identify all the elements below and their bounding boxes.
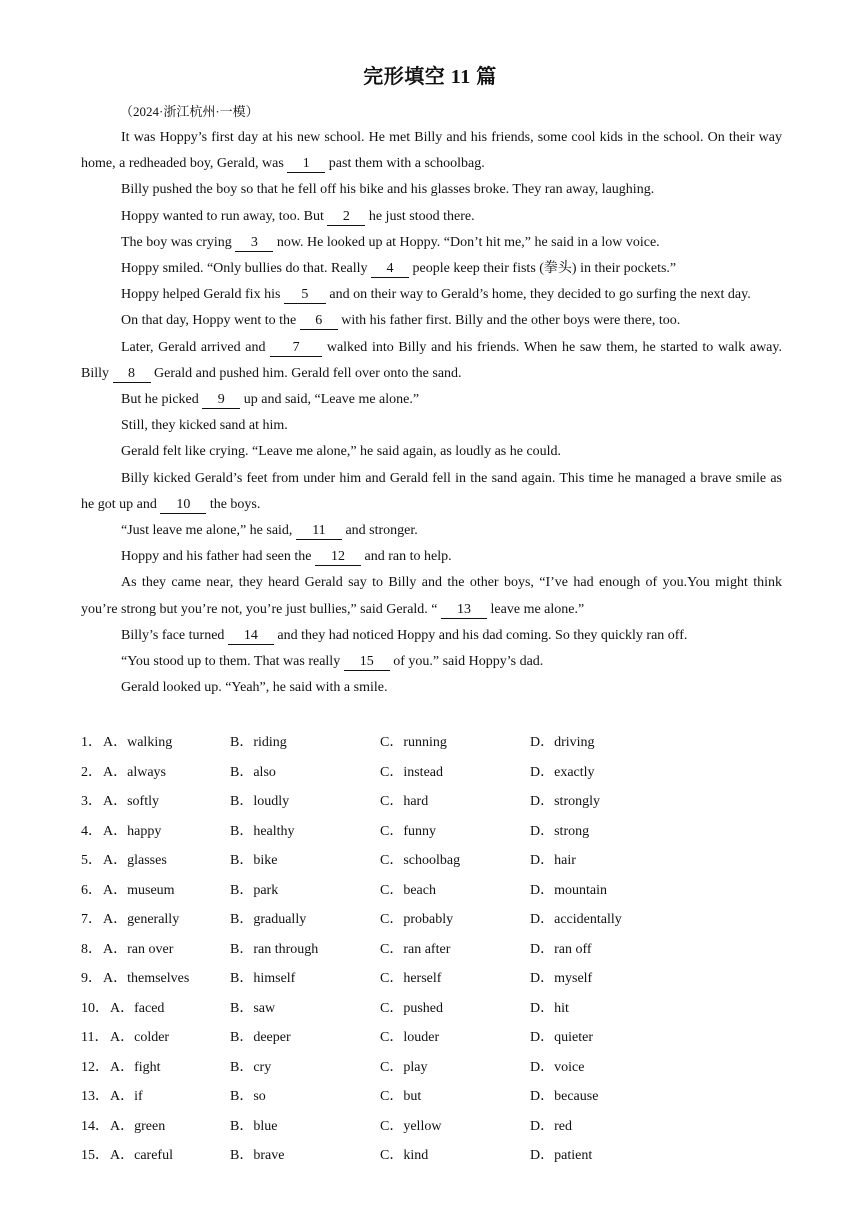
option-d: D．mountain	[530, 882, 607, 898]
question-row: 1． A．walking B．riding C．running D．driving	[81, 731, 782, 761]
question-row: 7． A．generally B．gradually C．probably D．accidentally	[81, 908, 782, 938]
option-b: B．bike	[230, 853, 278, 868]
option-c: C．louder	[380, 1030, 440, 1045]
blank: 15	[344, 654, 390, 671]
option-b: B．ran through	[230, 941, 319, 957]
paragraph: Billy’s face turned 14 and they had noticed Hoppy and his dad coming. So they quickly ran off.	[121, 627, 688, 643]
paragraph: Hoppy helped Gerald fix his 5 and on their way to Gerald’s home, they decided to go surfing the next day.	[121, 287, 751, 303]
option-c: C．running	[380, 735, 447, 750]
page-title: 完形填空 11 篇	[363, 66, 497, 88]
option-b: B．loudly	[230, 794, 290, 809]
question-row: 9． A．themselves B．himself C．herself D．myself	[81, 967, 782, 997]
option-c: C．schoolbag	[380, 853, 461, 868]
paragraph: Still, they kicked sand at him.	[121, 418, 288, 434]
blank: 10	[160, 497, 206, 514]
option-b: B．so	[230, 1089, 266, 1104]
blank: 12	[315, 549, 361, 566]
blank: 1	[287, 156, 325, 173]
question-row: 4． A．happy B．healthy C．funny D．strong	[81, 820, 782, 850]
option-b: B．also	[230, 764, 276, 780]
blank: 6	[300, 313, 338, 330]
paragraph: “You stood up to them. That was really 15 of you.” said Hoppy’s dad.	[121, 654, 544, 670]
option-d: D．hit	[530, 1000, 569, 1016]
question-row: 2． A．always B．also C．instead D．exactly	[81, 761, 782, 791]
option-c: C．yellow	[380, 1118, 442, 1134]
option-a: A．glasses	[103, 853, 167, 868]
paragraph: “Just leave me alone,” he said, 11 and stronger.	[121, 523, 418, 539]
blank: 7	[270, 340, 322, 357]
blank: 2	[327, 209, 365, 226]
question-row: 13． A．if B．so C．but D．because	[81, 1085, 782, 1115]
option-d: D．red	[530, 1118, 572, 1134]
paragraph: It was Hoppy’s first day at his new school. He met Billy and his friends, some cool kids in the school. On their way home, a redheaded boy, Gerald, was 1 past them with a schoolbag.	[81, 130, 782, 172]
paragraph: Billy kicked Gerald’s feet from under him and Gerald fell in the sand again. This time he managed a brave smile as he got up and 10 the boys.	[81, 470, 782, 512]
paragraph: Gerald felt like crying. “Leave me alone,” he said again, as loudly as he could.	[121, 444, 562, 460]
option-c: C．play	[380, 1059, 428, 1075]
paragraph: Hoppy wanted to run away, too. But 2 he just stood there.	[121, 208, 475, 224]
paragraph: As they came near, they heard Gerald say to Billy and the other boys, “I’ve had enough of you.You might think you’re strong but you’re not, you’re just bullies,” said Gerald. “ 13 leave me alone.”	[81, 575, 782, 617]
question-row: 8． A．ran over B．ran through C．ran after D．ran off	[81, 938, 782, 968]
blank: 13	[441, 602, 487, 619]
option-a: A．if	[110, 1089, 143, 1104]
option-a: A．themselves	[103, 971, 190, 986]
question-row: 11． A．colder B．deeper C．louder D．quieter	[81, 1026, 782, 1056]
question-row: 6． A．museum B．park C．beach D．mountain	[81, 879, 782, 909]
option-a: A．walking	[103, 735, 173, 750]
blank: 3	[235, 235, 273, 252]
option-d: D．driving	[530, 735, 595, 750]
option-d: D．because	[530, 1089, 599, 1104]
option-b: B．healthy	[230, 823, 295, 839]
question-row: 12． A．fight B．cry C．play D．voice	[81, 1056, 782, 1086]
question-row: 5． A．glasses B．bike C．schoolbag D．hair	[81, 849, 782, 879]
paragraph: But he picked 9 up and said, “Leave me alone.”	[121, 392, 420, 408]
option-a: A．softly	[103, 794, 159, 809]
question-row: 3． A．softly B．loudly C．hard D．strongly	[81, 790, 782, 820]
option-b: B．brave	[230, 1148, 285, 1163]
option-a: A．green	[110, 1118, 166, 1134]
option-b: B．gradually	[230, 912, 307, 927]
option-d: D．ran off	[530, 941, 592, 957]
blank: 8	[113, 366, 151, 383]
option-d: D．patient	[530, 1148, 593, 1163]
option-c: C．pushed	[380, 1000, 443, 1016]
option-b: B．saw	[230, 1000, 276, 1016]
paragraph: The boy was crying 3 now. He looked up at Hoppy. “Don’t hit me,” he said in a low voice.	[121, 234, 660, 250]
blank: 5	[284, 287, 326, 304]
option-c: C．beach	[380, 882, 436, 898]
blank: 4	[371, 261, 409, 278]
option-d: D．hair	[530, 853, 576, 868]
option-a: A．fight	[110, 1059, 161, 1075]
option-d: D．myself	[530, 971, 593, 986]
question-row: 14． A．green B．blue C．yellow D．red	[81, 1115, 782, 1145]
option-c: C．hard	[380, 794, 429, 809]
cloze-passage	[81, 125, 782, 701]
option-c: C．but	[380, 1089, 422, 1104]
option-a: A．generally	[103, 912, 180, 927]
option-a: A．happy	[103, 823, 162, 839]
blank: 9	[202, 392, 240, 409]
question-row: 10． A．faced B．saw C．pushed D．hit	[81, 997, 782, 1027]
option-b: B．blue	[230, 1118, 278, 1134]
option-c: C．instead	[380, 764, 443, 780]
option-d: D．quieter	[530, 1030, 593, 1045]
paragraph: Hoppy and his father had seen the 12 and ran to help.	[121, 549, 452, 565]
option-c: C．probably	[380, 912, 454, 927]
option-a: A．faced	[110, 1000, 165, 1016]
option-c: C．herself	[380, 971, 442, 986]
option-a: A．colder	[110, 1030, 170, 1045]
option-b: B．deeper	[230, 1030, 291, 1045]
option-b: B．park	[230, 882, 279, 898]
blank: 14	[228, 628, 274, 645]
option-b: B．cry	[230, 1059, 272, 1075]
paragraph: On that day, Hoppy went to the 6 with his father first. Billy and the other boys were there, too.	[121, 313, 681, 329]
question-row: 15． A．careful B．brave C．kind D．patient	[81, 1144, 782, 1174]
option-b: B．riding	[230, 735, 287, 750]
option-a: A．careful	[110, 1148, 173, 1163]
option-d: D．strong	[530, 823, 590, 839]
option-d: D．strongly	[530, 794, 600, 809]
paragraph: Gerald looked up. “Yeah”, he said with a smile.	[121, 680, 388, 696]
option-c: C．ran after	[380, 941, 451, 957]
option-c: C．kind	[380, 1148, 429, 1163]
option-d: D．exactly	[530, 764, 595, 780]
question-list	[81, 731, 782, 1174]
exam-source: （2024·浙江杭州·一模）	[120, 104, 259, 119]
option-d: D．voice	[530, 1059, 585, 1075]
option-a: A．ran over	[103, 941, 174, 957]
paragraph: Later, Gerald arrived and 7 walked into Billy and his friends. When he saw them, he started to walk away. Billy 8 Gerald and pushed him. Gerald fell over onto the sand.	[81, 339, 782, 381]
option-d: D．accidentally	[530, 912, 622, 927]
paragraph: Billy pushed the boy so that he fell off his bike and his glasses broke. They ran away, laughing.	[121, 182, 655, 198]
option-a: A．always	[103, 764, 166, 780]
blank: 11	[296, 523, 342, 540]
paragraph: Hoppy smiled. “Only bullies do that. Really 4 people keep their fists (拳头) in their pockets.”	[121, 261, 677, 277]
option-a: A．museum	[103, 882, 175, 898]
option-c: C．funny	[380, 823, 436, 839]
option-b: B．himself	[230, 971, 296, 986]
